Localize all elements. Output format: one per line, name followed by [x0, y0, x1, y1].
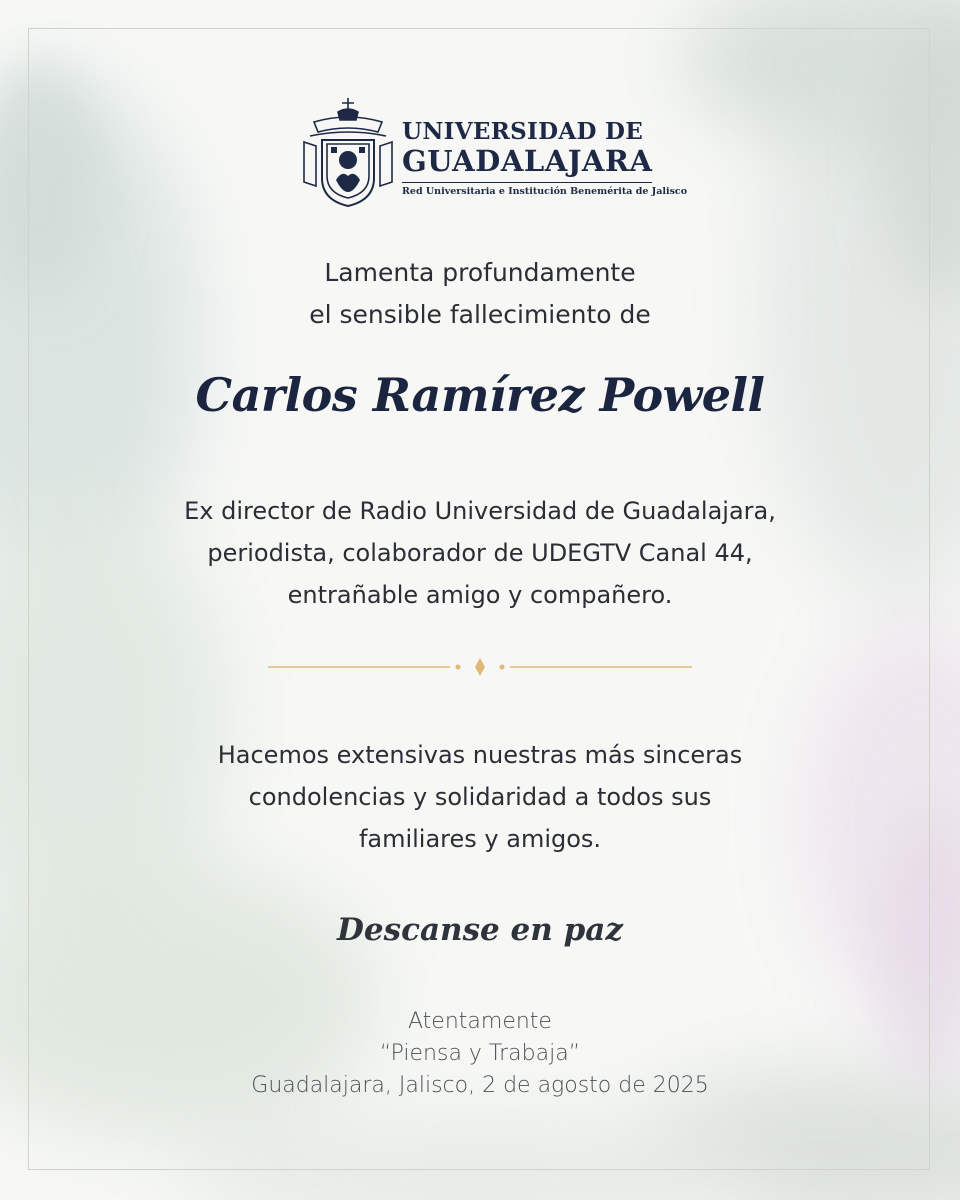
place-date: Guadalajara, Jalisco, 2 de agosto de 2025	[251, 1073, 709, 1098]
deceased-name: Carlos Ramírez Powell	[195, 368, 765, 422]
role-line: Ex director de Radio Universidad de Guadalajara,	[184, 497, 776, 525]
ornamental-divider	[268, 656, 692, 678]
condolence-message	[0, 734, 960, 860]
institution-subtitle: Red Universitaria e Institución Benemérita de Jalisco	[402, 186, 688, 197]
condolence-line: familiares y amigos.	[358, 825, 602, 853]
role-line: entrañable amigo y compañero.	[287, 581, 673, 609]
role-description	[110, 490, 850, 616]
role-line: periodista, colaborador de UDEGTV Canal 44,	[207, 539, 753, 567]
motto: “Piensa y Trabaja”	[379, 1041, 581, 1066]
institution-name-line1: UNIVERSIDAD DE	[402, 118, 644, 145]
institution-name-line2: GUADALAJARA	[402, 144, 653, 178]
logo-divider	[402, 182, 652, 183]
condolence-line: Hacemos extensivas nuestras más sinceras	[217, 741, 743, 769]
farewell-text: Descanse en paz	[337, 912, 623, 948]
university-crest-icon	[300, 96, 396, 210]
intro-text	[0, 252, 960, 336]
intro-line: el sensible fallecimiento de	[309, 300, 651, 329]
closing-block	[0, 1006, 960, 1102]
condolence-line: condolencias y solidaridad a todos sus	[248, 783, 712, 811]
salutation: Atentamente	[408, 1009, 552, 1034]
intro-line: Lamenta profundamente	[324, 258, 636, 287]
university-logo	[300, 96, 688, 212]
